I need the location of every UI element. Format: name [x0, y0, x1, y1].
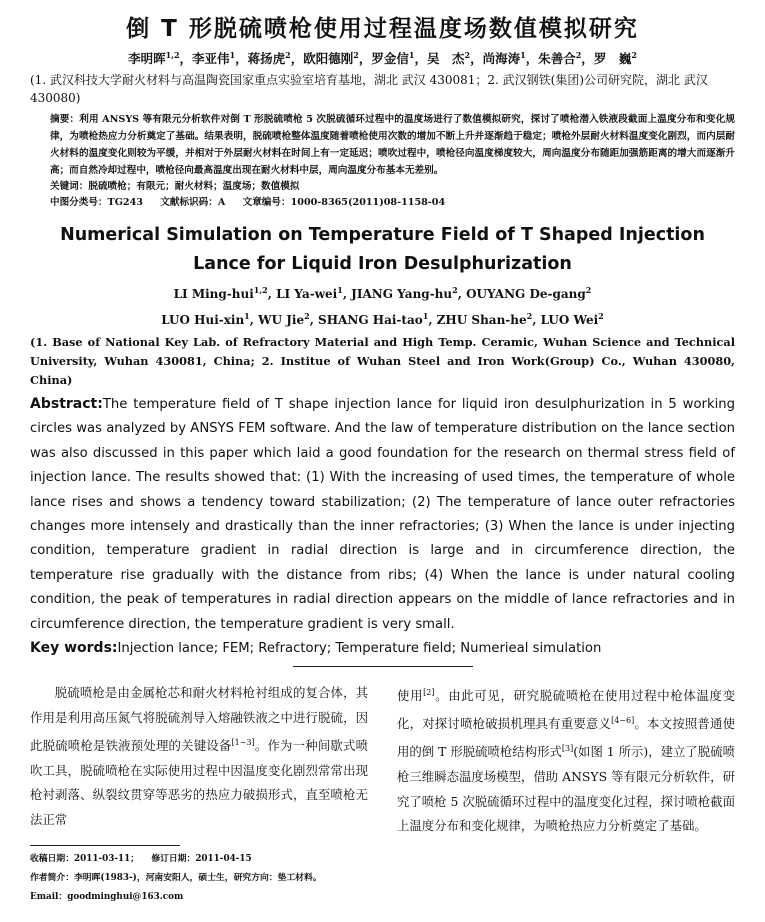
- author-name: 尚海涛: [482, 51, 521, 66]
- author-name: OUYANG De-gang: [466, 287, 586, 301]
- author-name: 李明晖: [128, 51, 166, 66]
- author-name: 李亚伟: [192, 51, 230, 66]
- body-paragraph: [397, 681, 735, 839]
- chinese-abstract-text: 利用 ANSYS 等有限元分析软件对倒 T 形脱硫喷枪 5 次脱硫循环过程中的温度场进行了数值模拟研究，探讨了喷枪潜入铁液段截面上温度分布和变化规律，为喷枪热应力分析奠定了基础。结果表明，脱硫喷枪整体温度随着喷枪使用次数的增加不断上升并逐渐趋于稳定；喷枪外层耐火材料温度变化剧烈，而内层耐火材料的温度变化则较为平缓，并相对于外层耐火材料在时间上有一定延迟；喷吹过程中，喷枪径向温度梯度较大，周向温度分布随距加强筋距离的增大而逐渐升高；而自然冷却过程中，喷枪径向最高温度出现在耐火材料中层，周向温度分布基本无差别。: [50, 114, 735, 176]
- body-right-column: [397, 681, 735, 907]
- author-affiliation-mark: 2: [285, 49, 291, 60]
- document-code: 文献标识码：A: [160, 197, 226, 208]
- author-affiliation-mark: 2: [598, 311, 604, 321]
- chinese-keywords-text: 脱硫喷枪；有限元；耐火材料；温度场；数值模拟: [88, 181, 300, 192]
- author-name: LI Ming-hui: [173, 287, 254, 301]
- author-affiliation-mark: 1: [244, 311, 250, 321]
- body-text: (如图 1 所示)，建立了脱硫喷枪三维瞬态温度场模型，借助 ANSYS 等有限元分析软件，研究了喷枪 5 次脱硫循环过程中的温度变化过程，探讨喷枪截面上温度分布和变化规律，为喷枪热应力分析奠定了基础。: [397, 744, 735, 834]
- author-name: 朱善合: [538, 51, 576, 66]
- english-affiliation: (1. Base of National Key Lab. of Refractory Material and High Temp. Ceramic, Wuhan Science and Technical University, Wuhan 430081, China; 2. Institue of Wuhan Steel and Iron Work(Group) Co., Wuhan 430080, China): [30, 335, 735, 387]
- citation-ref: [3]: [561, 743, 574, 753]
- chinese-keywords-label: 关键词：: [50, 181, 89, 192]
- author-name: 蒋扬虎: [247, 51, 286, 66]
- author-name: 罗 巍: [593, 51, 632, 66]
- english-title-line-1: Numerical Simulation on Temperature Field of T Shaped Injection: [60, 225, 705, 245]
- author-bio: 作者简介：李明晖(1983-)，河南安阳人，硕士生，研究方向：垫工材料。: [30, 872, 322, 883]
- english-abstract: [30, 392, 735, 637]
- footnote-divider: [30, 845, 180, 846]
- english-authors-line-2: LUO Hui-xin$^1$, WU Jie$^2$, SHANG Hai-tao$^1$, ZHU Shan-$he^2$, LUO Wei$^2$: [161, 311, 604, 327]
- body-text: 脱硫喷枪是由金属枪芯和耐火材料枪衬组成的复合体，其作用是利用高压氮气将脱硫剂导入熔融铁液之中进行脱硫，因此脱硫喷枪是铁液预处理的关键设备: [30, 685, 368, 753]
- english-keywords-label: Key words:: [30, 640, 118, 657]
- chinese-title: 倒 T 形脱硫喷枪使用过程温度场数值模拟研究: [126, 16, 639, 42]
- author-affiliation-mark: 2: [304, 311, 310, 321]
- author-affiliation-mark: 2: [452, 285, 458, 295]
- body-left-column: [30, 681, 368, 907]
- author-affiliation-mark: 2: [631, 49, 637, 60]
- english-keywords: [30, 637, 735, 660]
- author-affiliation-mark: 1: [337, 285, 343, 295]
- citation-ref: [2]: [423, 688, 435, 698]
- footnotes: [30, 850, 368, 907]
- author-name: 欧阳德刚: [303, 51, 354, 66]
- author-affiliation-mark: 1: [520, 49, 526, 60]
- article-number: 文章编号：1000-8365(2011)08-1158-04: [242, 197, 446, 208]
- english-authors: [30, 279, 735, 331]
- chinese-affiliation: (1. 武汉科技大学耐火材料与高温陶瓷国家重点实验室培育基地，湖北 武汉 430081；2. 武汉钢铁(集团)公司研究院，湖北 武汉 430080): [30, 73, 708, 105]
- citation-ref: [1~3]: [231, 737, 255, 747]
- author-affiliation-mark: 1,2: [253, 285, 268, 295]
- author-affiliation-mark: 2: [526, 311, 533, 321]
- section-divider: [293, 666, 473, 667]
- author-email: Email：goodminghui@163.com: [30, 891, 184, 902]
- author-name: WU Jie: [258, 313, 305, 327]
- body-text: 。由此可见，研究脱硫喷枪在使用过程中枪体温度变化，对探讨喷枪破损机理具有重要意义: [397, 688, 736, 732]
- chinese-authors: 李明晖$^{1,2}$，李亚伟$^1$，蒋扬虎$^2$，欧阳德刚$^2$，罗金信$^1$，吴 杰$^2$，尚海涛$^1$，朱善合$^2$，罗 巍$^2$: [128, 49, 637, 66]
- author-name: SHANG Hai-tao: [318, 313, 423, 327]
- author-affiliation-mark: 1: [229, 49, 236, 60]
- clc-number: 中图分类号：TG243: [50, 197, 143, 208]
- author-name: LUO Wei: [540, 313, 599, 327]
- author-name: 吴 杰: [426, 51, 465, 66]
- body-text: 。本文按照普通使用的倒 T 形脱硫喷枪结构形式: [397, 716, 736, 760]
- received-date: 收稿日期：2011-03-11；: [30, 853, 140, 864]
- english-abstract-text: The temperature field of T shape injection lance for liquid iron desulphurization in 5 working circles was analyzed by ANSYS FEM software. And the law of temperature distribution on the lance section was also discussed in this paper which laid a good foundation for the research on thermal stress field of injection lance. The results showed that: (1) With the increasing of used times, the temperature of whole lance rises and shows a tendency toward stabilization; (2) The temperature of lance outer refractories changes more intensely and drastically than the inner refractories; (3) When the lance is under injecting condition, temperature gradient in radial direction is large and in circumference direction, the temperature rise gradually with the distance from ribs; (4) When the lance is under natural cooling condition, the peak of temperatures in radial direction appears on the middle of lance refractories and in circumference direction, the temperature gradient is very small.: [30, 397, 735, 632]
- chinese-abstract: [50, 111, 735, 179]
- author-affiliation-mark: 1: [408, 49, 415, 60]
- english-authors-line-1: LI Ming-hui$^{1,2}$, LI Ya-wei$^1$, JIANG Yang-$hu^2$, OUYANG De-gang$^2$: [173, 285, 592, 301]
- author-name: LI Ya-wei: [276, 287, 338, 301]
- author-name: LUO Hui-xin: [161, 313, 245, 327]
- author-affiliation-mark: 1,2: [165, 49, 180, 60]
- body-text: 使用: [397, 688, 424, 704]
- body-columns: [30, 681, 735, 907]
- author-name: ZHU Shan-he: [436, 313, 527, 327]
- chinese-keywords: [50, 179, 735, 195]
- author-affiliation-mark: 2: [585, 285, 592, 295]
- english-title: [30, 221, 735, 279]
- classification-line: [50, 195, 735, 211]
- author-affiliation-mark: 1: [422, 311, 429, 321]
- author-affiliation-mark: 2: [464, 49, 471, 60]
- chinese-abstract-label: 摘要：: [50, 114, 80, 125]
- footnote-dates: [30, 850, 368, 869]
- english-abstract-label: Abstract:: [30, 396, 103, 412]
- body-paragraph: [30, 681, 368, 833]
- author-affiliation-mark: 2: [353, 49, 359, 60]
- english-keywords-text: Injection lance; FEM; Refractory; Temperature field; Numerieal simulation: [117, 641, 602, 657]
- revised-date: 修订日期：2011-04-15: [151, 853, 252, 864]
- body-text: 。作为一种间歇式喷吹工具，脱硫喷枪在实际使用过程中因温度变化剧烈常常出现枪衬剥落、纵裂纹贯穿等恶劣的热应力破损形式，直至喷枪无法正常: [30, 737, 369, 828]
- author-name: JIANG Yang-hu: [351, 287, 453, 301]
- english-title-line-2: Lance for Liquid Iron Desulphurization: [193, 254, 572, 274]
- author-affiliation-mark: 2: [575, 49, 582, 60]
- author-name: 罗金信: [371, 51, 409, 66]
- citation-ref: [4~6]: [611, 715, 635, 725]
